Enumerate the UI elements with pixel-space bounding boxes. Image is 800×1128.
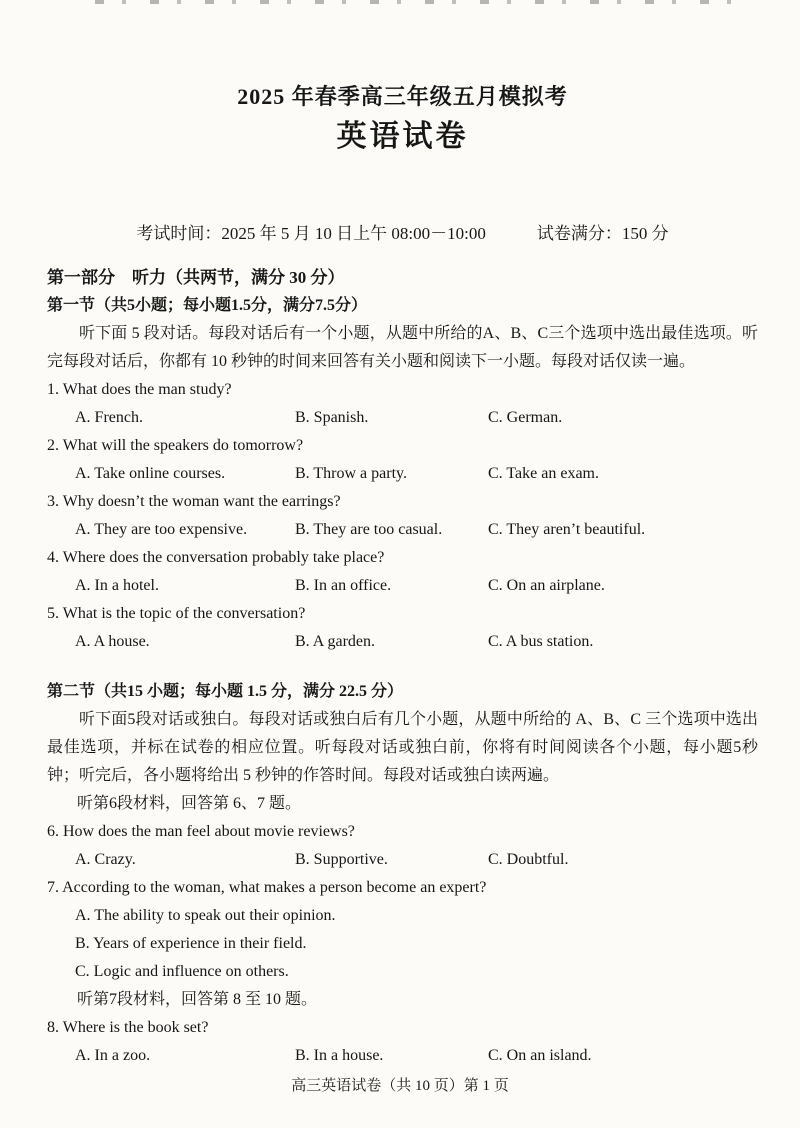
question-1-option-a: A. French.	[75, 409, 143, 426]
question-8-option-c: C. On an island.	[488, 1047, 592, 1064]
question-6-option-b: B. Supportive.	[295, 851, 388, 868]
question-2-text: 2. What will the speakers do tomorrow?	[47, 437, 304, 454]
part-2-heading: 第二节（共15 小题；每小题 1.5 分，满分 22.5 分）	[47, 683, 404, 700]
question-5-option-b: B. A garden.	[295, 633, 375, 650]
question-2	[47, 432, 758, 488]
question-4-options	[47, 572, 758, 600]
question-5-options	[47, 628, 758, 656]
section-1-heading: 第一部分 听力（共两节，满分 30 分）	[47, 268, 345, 287]
question-4-option-b: B. In an office.	[295, 577, 392, 594]
question-3-text: 3. Why doesn’t the woman want the earrings?	[47, 493, 341, 510]
question-6-options	[47, 846, 758, 874]
exam-info-line	[47, 222, 758, 246]
question-5	[47, 600, 758, 656]
exam-total-score: 试卷满分：150 分	[536, 224, 669, 243]
part-1-instructions: 听下面 5 段对话。每段对话后有一个小题，从题中所给的A、B、C三个选项中选出最佳选项。听完每段对话后，你都有 10 秒钟的时间来回答有关小题和阅读下一小题。每段对话仅读一遍。	[47, 325, 758, 370]
question-3-options	[47, 516, 758, 544]
question-7-text: 7. According to the woman, what makes a person become an expert?	[47, 879, 487, 896]
exam-title: 2025 年春季高三年级五月模拟考	[237, 84, 568, 109]
question-4-text: 4. Where does the conversation probably take place?	[47, 549, 385, 566]
part-2-instructions: 听下面5段对话或独白。每段对话或独白后有几个小题，从题中所给的 A、B、C 三个选项中选出最佳选项，并标在试卷的相应位置。听每段对话或独白前，你将有时间阅读各个小题，每小题5秒钟；听完后，各小题将给出 5 秒钟的作答时间。每段对话或独白读两遍。	[47, 711, 758, 784]
question-1	[47, 376, 758, 432]
question-1-text: 1. What does the man study?	[47, 381, 232, 398]
question-7-options	[47, 902, 758, 986]
question-3-option-c: C. They aren’t beautiful.	[488, 521, 646, 538]
exam-content	[0, 82, 800, 1070]
question-4-option-a: A. In a hotel.	[75, 577, 159, 594]
question-4-option-c: C. On an airplane.	[488, 577, 605, 594]
question-1-options	[47, 404, 758, 432]
question-2-option-b: B. Throw a party.	[295, 465, 407, 482]
question-6-option-a: A. Crazy.	[75, 851, 136, 868]
question-1-option-c: C. German.	[488, 409, 563, 426]
question-7-option-b: B. Years of experience in their field.	[75, 935, 307, 952]
question-3-option-b: B. They are too casual.	[295, 521, 443, 538]
question-8	[47, 1014, 758, 1070]
question-2-option-c: C. Take an exam.	[488, 465, 599, 482]
exam-time: 考试时间：2025 年 5 月 10 日上午 08:00－10:00	[136, 224, 486, 243]
question-3-option-a: A. They are too expensive.	[75, 521, 248, 538]
question-6-text: 6. How does the man feel about movie reviews?	[47, 823, 355, 840]
scan-artifact-top	[95, 0, 735, 4]
question-2-option-a: A. Take online courses.	[75, 465, 226, 482]
question-7-option-a: A. The ability to speak out their opinion.	[75, 907, 336, 924]
question-5-text: 5. What is the topic of the conversation?	[47, 605, 306, 622]
question-7-option-c: C. Logic and influence on others.	[75, 963, 289, 980]
question-7	[47, 874, 758, 986]
part-2-block	[47, 678, 758, 1070]
material-7-line: 听第7段材料，回答第 8 至 10 题。	[77, 991, 318, 1008]
exam-subtitle: 英语试卷	[336, 120, 469, 153]
material-6-line: 听第6段材料，回答第 6、7 题。	[77, 795, 302, 812]
question-4	[47, 544, 758, 600]
question-8-option-a: A. In a zoo.	[75, 1047, 151, 1064]
question-8-option-b: B. In a house.	[295, 1047, 384, 1064]
question-8-options	[47, 1042, 758, 1070]
question-6-option-c: C. Doubtful.	[488, 851, 569, 868]
question-3	[47, 488, 758, 544]
question-5-option-c: C. A bus station.	[488, 633, 594, 650]
question-8-text: 8. Where is the book set?	[47, 1019, 209, 1036]
question-1-option-b: B. Spanish.	[295, 409, 369, 426]
page-footer: 高三英语试卷（共 10 页）第 1 页	[291, 1078, 509, 1094]
part-1-heading: 第一节（共5小题；每小题1.5分，满分7.5分）	[47, 297, 368, 314]
question-2-options	[47, 460, 758, 488]
question-5-option-a: A. A house.	[75, 633, 150, 650]
question-6	[47, 818, 758, 874]
